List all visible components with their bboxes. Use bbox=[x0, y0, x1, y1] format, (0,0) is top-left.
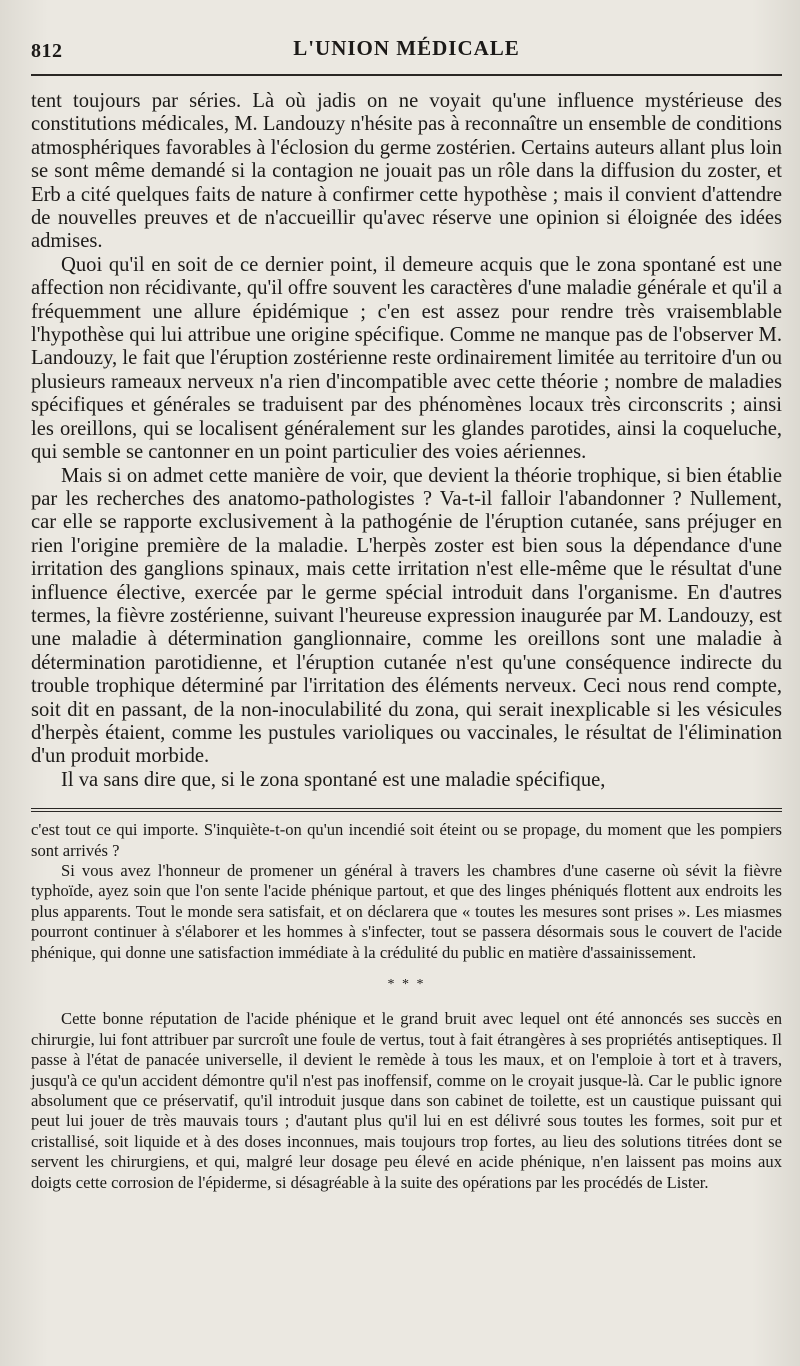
paragraph: Mais si on admet cette manière de voir, que devient la théorie trophique, si bien établie par les recherches des anatomo-pathologistes ? Va-t-il falloir l'abandonner ? Nullement, car elle se rapporte exclusivement à la pathogénie de l'éruption cutanée, sans préjuger en rien l'origine première de la maladie. L'herpès zoster est bien sous la dépendance d'une irritation des ganglions spinaux, mais cette irritation n'est elle-même que le résultat d'une influence élective, exercée par le germe spécial introduit dans l'organisme. En d'autres termes, la fièvre zostérienne, suivant l'heureuse expression inaugurée par M. Landouzy, est une maladie à détermination ganglionnaire, comme les oreillons sont une maladie à détermination parotidienne, et l'éruption cutanée n'est qu'une conséquence indirecte du trouble trophique déterminé par l'irritation des éléments nerveux. Ceci nous rend compte, soit dit en passant, de la non-inoculabilité du zona, qui serait inexplicable si les vésicules d'herpès étaient, comme les pustules varioliques ou vaccinales, le résultat de l'élimination d'un produit morbide. bbox=[31, 464, 782, 768]
header-rule bbox=[31, 74, 782, 76]
feuilleton-section bbox=[31, 820, 782, 1193]
feuilleton-paragraph: Si vous avez l'honneur de promener un général à travers les chambres d'une caserne où sévit la fièvre typhoïde, ayez soin que l'on sente l'acide phénique partout, et que des linges phéniqués flottent aux endroits les plus apparents. Tout le monde sera satisfait, et on déclarera que « toutes les mesures sont prises ». Les miasmes pourront continuer à s'élaborer et les hommes à s'infecter, tout se passera désormais sous le couvert de l'acide phénique, qui donne une satisfaction immédiate à la crédulité du public en matière d'assainissement. bbox=[31, 861, 782, 962]
feuilleton-paragraph: Cette bonne réputation de l'acide phénique et le grand bruit avec lequel ont été annoncés ses succès en chirurgie, lui font attribuer par surcroît une foule de vertus, tout à fait étrangères à ses propriétés antiseptiques. Il passe à l'état de panacée universelle, il devient le remède à tous les maux, et on l'emploie à tort et à travers, jusqu'à ce qu'un accident démontre qu'il n'est pas inoffensif, comme on le croyait jusque-là. Car le public ignore absolument que ce préservatif, qu'il introduit jusque dans son cabinet de toilette, est un caustique puissant qui peut lui jouer de très mauvais tours ; d'autant plus qu'il lui en est délivré sous toutes les formes, soit pur et cristallisé, soit liquide et à des doses inconnues, mais toujours trop fortes, au lieu des solutions titrées dont se servent les chirurgiens, et qui, malgré leur dosage peu élevé en acide phénique, n'en laissent pas moins aux doigts cette corrosion de l'épiderme, si désagréable à la suite des opérations par les procédés de Lister. bbox=[31, 1009, 782, 1192]
page-number: 812 bbox=[31, 40, 63, 62]
main-article-text bbox=[31, 90, 782, 792]
asterism-separator: * * * bbox=[387, 977, 426, 993]
page-header bbox=[31, 34, 782, 64]
feuilleton-divider bbox=[31, 808, 782, 812]
paragraph: tent toujours par séries. Là où jadis on ne voyait qu'une influence mystérieuse des constitutions médicales, M. Landouzy n'hésite pas à reconnaître un ensemble de conditions atmosphériques favorables à l'éclosion du germe zostérien. Certains auteurs allant plus loin se sont même demandé si la contagion ne jouait pas un rôle dans la diffusion du zoster, et Erb a cité quelques faits de nature à confirmer cette hypothèse ; mais il convient d'attendre de nouvelles preuves et de n'accueillir qu'avec réserve une opinion si éloignée des idées admises. bbox=[31, 90, 782, 253]
feuilleton-paragraph: c'est tout ce qui importe. S'inquiète-t-on qu'un incendié soit éteint ou se propage, du moment que les pompiers sont arrivés ? bbox=[31, 820, 782, 860]
paragraph: Quoi qu'il en soit de ce dernier point, il demeure acquis que le zona spontané est une affection non récidivante, qu'il offre souvent les caractères d'une maladie générale et qu'il a fréquemment une allure épidémique ; c'en est assez pour rendre très vraisemblable l'hypothèse qui lui attribue une origine spécifique. Comme ne manque pas de l'observer M. Landouzy, le fait que l'éruption zostérienne reste ordinairement limitée au territoire d'un ou plusieurs rameaux nerveux n'a rien d'incompatible avec cette théorie ; nombre de maladies spécifiques et générales se traduisent par des phénomènes locaux très circonscrits ; ainsi les oreillons, qui se localisent généralement sur les glandes parotides, ainsi la coqueluche, qui semble se cantonner en un point particulier des voies aériennes. bbox=[31, 253, 782, 464]
running-title: L'UNION MÉDICALE bbox=[293, 36, 520, 60]
paragraph: Il va sans dire que, si le zona spontané est une maladie spécifique, bbox=[61, 768, 606, 791]
